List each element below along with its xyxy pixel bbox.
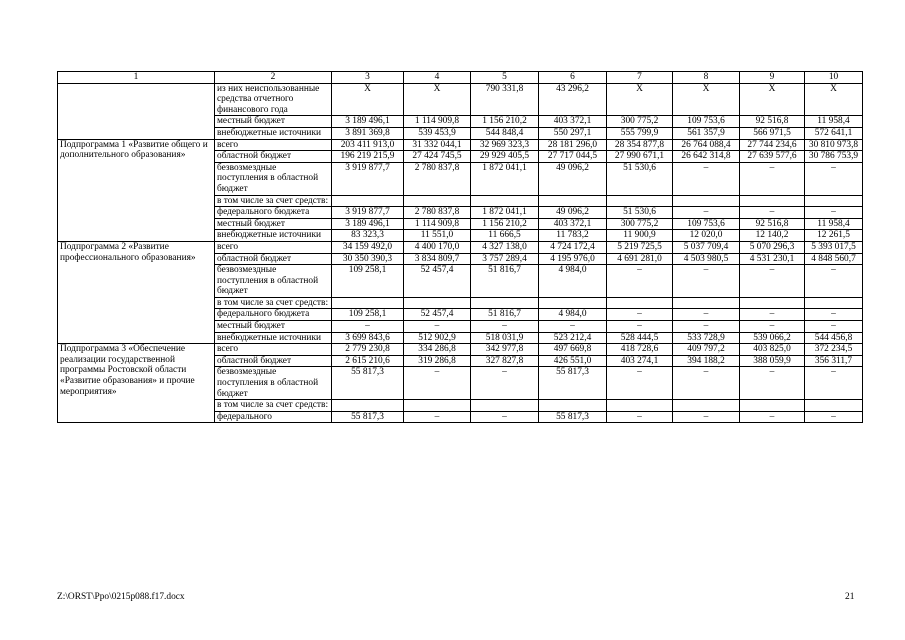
amount-cell: 4 195 976,0 — [539, 253, 607, 265]
amount-cell — [539, 195, 607, 207]
amount-cell: 30 810 973,8 — [805, 139, 863, 151]
amount-cell: 3 891 369,8 — [332, 127, 404, 139]
amount-cell: 372 234,5 — [805, 344, 863, 356]
amount-cell: 539 453,9 — [404, 127, 471, 139]
amount-cell: 4 503 980,5 — [673, 253, 740, 265]
amount-cell: 11 900,9 — [607, 230, 673, 242]
amount-cell: 12 140,2 — [740, 230, 805, 242]
amount-cell: 11 958,4 — [805, 116, 863, 128]
amount-cell: 51 530,6 — [607, 207, 673, 219]
amount-cell: 4 531 230,1 — [740, 253, 805, 265]
table-row — [58, 139, 863, 151]
amount-cell: 11 783,2 — [539, 230, 607, 242]
amount-cell: 11 551,0 — [404, 230, 471, 242]
amount-cell — [332, 195, 404, 207]
amount-cell: 300 775,2 — [607, 116, 673, 128]
amount-cell: 28 181 296,0 — [539, 139, 607, 151]
amount-cell: 52 457,4 — [404, 309, 471, 321]
amount-cell: 327 827,8 — [471, 355, 539, 367]
amount-cell: 3 699 843,6 — [332, 332, 404, 344]
amount-cell: 1 872 041,1 — [471, 207, 539, 219]
amount-cell — [607, 400, 673, 412]
amount-cell: 356 311,7 — [805, 355, 863, 367]
amount-cell: 403 372,1 — [539, 218, 607, 230]
amount-cell: – — [471, 367, 539, 400]
funding-source-cell: в том числе за счет средств: — [215, 195, 332, 207]
amount-cell: 26 764 088,4 — [673, 139, 740, 151]
amount-cell: – — [404, 321, 471, 333]
amount-cell: 4 691 281,0 — [607, 253, 673, 265]
budget-table — [57, 71, 863, 423]
funding-source-cell: в том числе за счет средств: — [215, 400, 332, 412]
amount-cell: 43 296,2 — [539, 83, 607, 116]
amount-cell: 29 929 405,5 — [471, 151, 539, 163]
column-number: 1 — [58, 72, 215, 84]
funding-source-cell: всего — [215, 241, 332, 253]
amount-cell: 394 188,2 — [673, 355, 740, 367]
amount-cell: 403 825,0 — [740, 344, 805, 356]
funding-source-cell: безвозмездные поступления в областной бюджет — [215, 265, 332, 298]
amount-cell: 409 797,2 — [673, 344, 740, 356]
amount-cell: 550 297,1 — [539, 127, 607, 139]
amount-cell: 5 037 709,4 — [673, 241, 740, 253]
column-number-row — [58, 72, 863, 84]
amount-cell: 31 332 044,1 — [404, 139, 471, 151]
amount-cell: 3 919 877,7 — [332, 207, 404, 219]
amount-cell: – — [740, 367, 805, 400]
amount-cell: 49 096,2 — [539, 162, 607, 195]
funding-source-cell: в том числе за счет средств: — [215, 297, 332, 309]
amount-cell — [740, 400, 805, 412]
amount-cell: – — [673, 162, 740, 195]
amount-cell: 544 848,4 — [471, 127, 539, 139]
amount-cell: – — [673, 321, 740, 333]
amount-cell: 52 457,4 — [404, 265, 471, 298]
amount-cell: 5 070 296,3 — [740, 241, 805, 253]
amount-cell: 403 274,1 — [607, 355, 673, 367]
funding-source-cell: всего — [215, 139, 332, 151]
amount-cell: 2 615 210,6 — [332, 355, 404, 367]
funding-source-cell: местный бюджет — [215, 321, 332, 333]
amount-cell: 518 031,9 — [471, 332, 539, 344]
amount-cell: – — [471, 411, 539, 423]
amount-cell: – — [805, 207, 863, 219]
amount-cell: 300 775,2 — [607, 218, 673, 230]
amount-cell: 27 717 044,5 — [539, 151, 607, 163]
amount-cell — [471, 297, 539, 309]
amount-cell: 342 977,8 — [471, 344, 539, 356]
amount-cell: 3 757 289,4 — [471, 253, 539, 265]
amount-cell: 426 551,0 — [539, 355, 607, 367]
amount-cell: 92 516,8 — [740, 218, 805, 230]
amount-cell: – — [607, 367, 673, 400]
table-row — [58, 83, 863, 116]
amount-cell: 403 372,1 — [539, 116, 607, 128]
program-name-cell: Подпрограмма 3 «Обеспечение реализации государственной программы Ростовской области «Развитие образования» и прочие мероприятия» — [58, 344, 215, 423]
column-number: 9 — [740, 72, 805, 84]
amount-cell: 418 728,6 — [607, 344, 673, 356]
amount-cell: 512 902,9 — [404, 332, 471, 344]
funding-source-cell: местный бюджет — [215, 218, 332, 230]
column-number: 10 — [805, 72, 863, 84]
amount-cell: 26 642 314,8 — [673, 151, 740, 163]
amount-cell: 5 393 017,5 — [805, 241, 863, 253]
amount-cell — [607, 297, 673, 309]
amount-cell: – — [404, 367, 471, 400]
amount-cell: 533 728,9 — [673, 332, 740, 344]
amount-cell: 561 357,9 — [673, 127, 740, 139]
amount-cell: – — [471, 321, 539, 333]
amount-cell: 27 990 671,1 — [607, 151, 673, 163]
amount-cell: 55 817,3 — [539, 367, 607, 400]
funding-source-cell: безвозмездные поступления в областной бюджет — [215, 367, 332, 400]
amount-cell: – — [607, 411, 673, 423]
amount-cell: – — [740, 309, 805, 321]
amount-cell: – — [673, 309, 740, 321]
amount-cell: – — [607, 265, 673, 298]
amount-cell: – — [673, 411, 740, 423]
funding-source-cell: внебюджетные источники — [215, 230, 332, 242]
amount-cell: 4 984,0 — [539, 265, 607, 298]
funding-source-cell: из них неиспользованные средства отчетного финансового года — [215, 83, 332, 116]
amount-cell: 539 066,2 — [740, 332, 805, 344]
amount-cell — [805, 400, 863, 412]
column-number: 2 — [215, 72, 332, 84]
amount-cell: 1 156 210,2 — [471, 218, 539, 230]
amount-cell: – — [740, 207, 805, 219]
amount-cell: – — [805, 411, 863, 423]
amount-cell: 51 816,7 — [471, 265, 539, 298]
funding-source-cell: областной бюджет — [215, 253, 332, 265]
funding-source-cell: федерального бюджета — [215, 207, 332, 219]
amount-cell — [805, 297, 863, 309]
amount-cell: – — [404, 411, 471, 423]
amount-cell: – — [805, 162, 863, 195]
amount-cell: 12 261,5 — [805, 230, 863, 242]
amount-cell: 497 669,8 — [539, 344, 607, 356]
amount-cell: 2 779 230,8 — [332, 344, 404, 356]
amount-cell: 572 641,1 — [805, 127, 863, 139]
amount-cell — [607, 195, 673, 207]
amount-cell: 555 799,9 — [607, 127, 673, 139]
amount-cell: 109 753,6 — [673, 218, 740, 230]
amount-cell: 388 059,9 — [740, 355, 805, 367]
funding-source-cell: федерального — [215, 411, 332, 423]
amount-cell — [404, 400, 471, 412]
funding-source-cell: областной бюджет — [215, 151, 332, 163]
amount-cell: 3 189 496,1 — [332, 116, 404, 128]
amount-cell: Х — [805, 83, 863, 116]
column-number: 5 — [471, 72, 539, 84]
amount-cell: – — [332, 321, 404, 333]
amount-cell: – — [740, 162, 805, 195]
amount-cell: 2 780 837,8 — [404, 162, 471, 195]
funding-source-cell: областной бюджет — [215, 355, 332, 367]
amount-cell: 55 817,3 — [332, 411, 404, 423]
footer-page-number: 21 — [845, 592, 855, 602]
amount-cell: Х — [404, 83, 471, 116]
amount-cell: 334 286,8 — [404, 344, 471, 356]
amount-cell: 4 327 138,0 — [471, 241, 539, 253]
amount-cell — [404, 195, 471, 207]
program-name-cell — [58, 83, 215, 139]
amount-cell: 790 331,8 — [471, 83, 539, 116]
amount-cell: 4 848 560,7 — [805, 253, 863, 265]
amount-cell: 1 872 041,1 — [471, 162, 539, 195]
amount-cell: 1 156 210,2 — [471, 116, 539, 128]
column-number: 4 — [404, 72, 471, 84]
amount-cell: 523 212,4 — [539, 332, 607, 344]
amount-cell: – — [740, 411, 805, 423]
amount-cell: 319 286,8 — [404, 355, 471, 367]
amount-cell: 51 530,6 — [607, 162, 673, 195]
amount-cell: 4 400 170,0 — [404, 241, 471, 253]
column-number: 3 — [332, 72, 404, 84]
amount-cell: 1 114 909,8 — [404, 218, 471, 230]
funding-source-cell: всего — [215, 344, 332, 356]
amount-cell — [332, 297, 404, 309]
amount-cell: 30 350 390,3 — [332, 253, 404, 265]
amount-cell: 11 666,5 — [471, 230, 539, 242]
amount-cell: 5 219 725,5 — [607, 241, 673, 253]
footer-file-path: Z:\ORST\Ppo\0215p088.f17.docx — [57, 592, 185, 602]
amount-cell: – — [539, 321, 607, 333]
amount-cell: 11 958,4 — [805, 218, 863, 230]
amount-cell: 528 444,5 — [607, 332, 673, 344]
amount-cell: – — [805, 265, 863, 298]
amount-cell: 4 724 172,4 — [539, 241, 607, 253]
amount-cell — [673, 297, 740, 309]
amount-cell: – — [805, 367, 863, 400]
amount-cell: 3 834 809,7 — [404, 253, 471, 265]
amount-cell: 2 780 837,8 — [404, 207, 471, 219]
amount-cell: – — [805, 321, 863, 333]
program-name-cell: Подпрограмма 1 «Развитие общего и дополнительного образования» — [58, 139, 215, 241]
amount-cell: – — [740, 265, 805, 298]
amount-cell: 109 753,6 — [673, 116, 740, 128]
amount-cell: Х — [740, 83, 805, 116]
amount-cell: 49 096,2 — [539, 207, 607, 219]
amount-cell — [539, 297, 607, 309]
amount-cell: 109 258,1 — [332, 309, 404, 321]
funding-source-cell: безвозмездные поступления в областной бюджет — [215, 162, 332, 195]
amount-cell: – — [673, 265, 740, 298]
amount-cell — [404, 297, 471, 309]
amount-cell — [673, 195, 740, 207]
amount-cell — [332, 400, 404, 412]
amount-cell: 109 258,1 — [332, 265, 404, 298]
amount-cell — [740, 195, 805, 207]
amount-cell: – — [740, 321, 805, 333]
amount-cell — [539, 400, 607, 412]
funding-source-cell: местный бюджет — [215, 116, 332, 128]
amount-cell: 4 984,0 — [539, 309, 607, 321]
amount-cell — [673, 400, 740, 412]
amount-cell: 27 424 745,5 — [404, 151, 471, 163]
amount-cell: 30 786 753,9 — [805, 151, 863, 163]
amount-cell: 3 919 877,7 — [332, 162, 404, 195]
amount-cell: – — [673, 367, 740, 400]
amount-cell: Х — [673, 83, 740, 116]
amount-cell: 27 639 577,6 — [740, 151, 805, 163]
amount-cell — [471, 195, 539, 207]
amount-cell: 92 516,8 — [740, 116, 805, 128]
amount-cell: 203 411 913,0 — [332, 139, 404, 151]
amount-cell: 1 114 909,8 — [404, 116, 471, 128]
amount-cell: Х — [332, 83, 404, 116]
amount-cell: 83 323,3 — [332, 230, 404, 242]
column-number: 6 — [539, 72, 607, 84]
amount-cell: 34 159 492,0 — [332, 241, 404, 253]
amount-cell: Х — [607, 83, 673, 116]
amount-cell: 51 816,7 — [471, 309, 539, 321]
amount-cell: 28 354 877,8 — [607, 139, 673, 151]
amount-cell — [471, 400, 539, 412]
column-number: 8 — [673, 72, 740, 84]
amount-cell: 55 817,3 — [539, 411, 607, 423]
amount-cell: – — [607, 321, 673, 333]
amount-cell: – — [607, 309, 673, 321]
amount-cell: 544 456,8 — [805, 332, 863, 344]
program-name-cell: Подпрограмма 2 «Развитие профессионального образования» — [58, 241, 215, 343]
funding-source-cell: внебюджетные источники — [215, 127, 332, 139]
amount-cell: – — [673, 207, 740, 219]
amount-cell: 55 817,3 — [332, 367, 404, 400]
amount-cell: – — [805, 309, 863, 321]
funding-source-cell: федерального бюджета — [215, 309, 332, 321]
amount-cell: 27 744 234,6 — [740, 139, 805, 151]
table-row — [58, 344, 863, 356]
amount-cell: 566 971,5 — [740, 127, 805, 139]
table-row — [58, 241, 863, 253]
amount-cell: 3 189 496,1 — [332, 218, 404, 230]
column-number: 7 — [607, 72, 673, 84]
funding-source-cell: внебюджетные источники — [215, 332, 332, 344]
amount-cell: 196 219 215,9 — [332, 151, 404, 163]
amount-cell: 12 020,0 — [673, 230, 740, 242]
amount-cell — [740, 297, 805, 309]
amount-cell: 32 969 323,3 — [471, 139, 539, 151]
amount-cell — [805, 195, 863, 207]
